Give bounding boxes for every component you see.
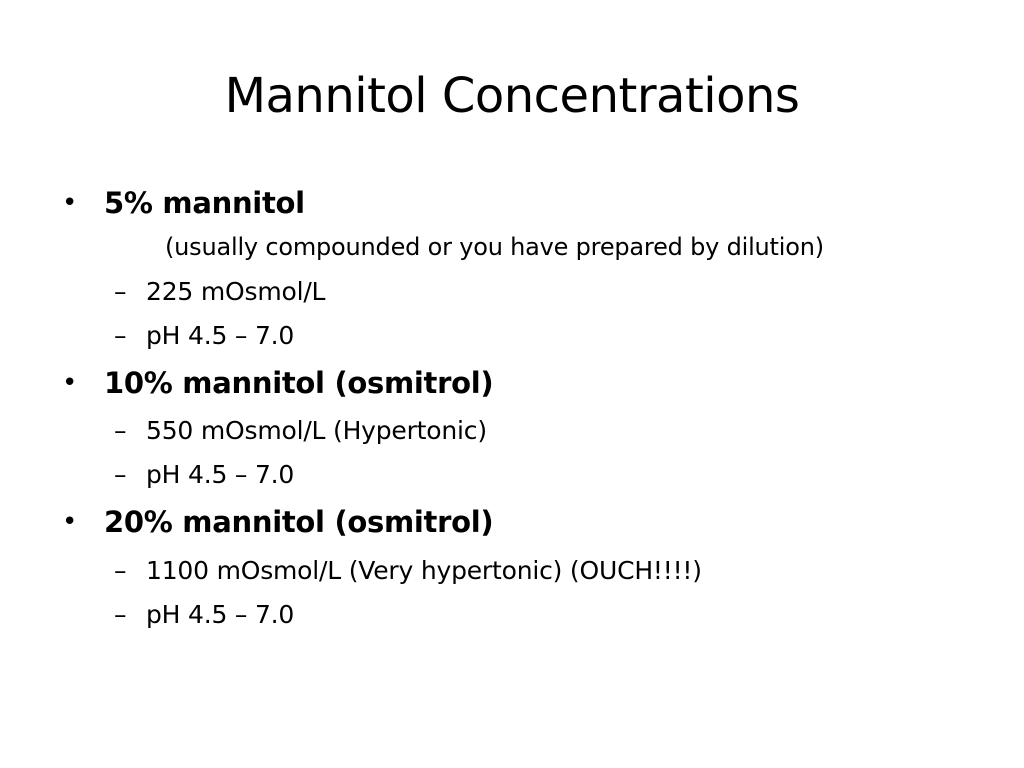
bullet-icon: • [62, 507, 78, 537]
sub-item-label: 550 mOsmol/L (Hypertonic) [146, 416, 487, 445]
bullet-label: 5% mannitol [104, 186, 305, 220]
bullet-icon: • [62, 368, 78, 398]
sub-item-label: pH 4.5 – 7.0 [146, 460, 295, 489]
dash-icon: – [114, 321, 127, 350]
bullet-note: (usually compounded or you have prepared by dilution) [165, 233, 824, 261]
dash-icon: – [114, 277, 127, 306]
sub-item-label: 1100 mOsmol/L (Very hypertonic) (OUCH!!!!) [146, 556, 702, 585]
dash-icon: – [114, 416, 127, 445]
bullet-icon: • [62, 188, 78, 218]
bullet-label: 20% mannitol (osmitrol) [104, 505, 494, 539]
dash-icon: – [114, 600, 127, 629]
dash-icon: – [114, 460, 127, 489]
bullet-label: 10% mannitol (osmitrol) [104, 366, 494, 400]
sub-item-label: pH 4.5 – 7.0 [146, 321, 295, 350]
sub-item-label: 225 mOsmol/L [146, 277, 326, 306]
slide-title: Mannitol Concentrations [224, 68, 800, 124]
dash-icon: – [114, 556, 127, 585]
sub-item-label: pH 4.5 – 7.0 [146, 600, 295, 629]
